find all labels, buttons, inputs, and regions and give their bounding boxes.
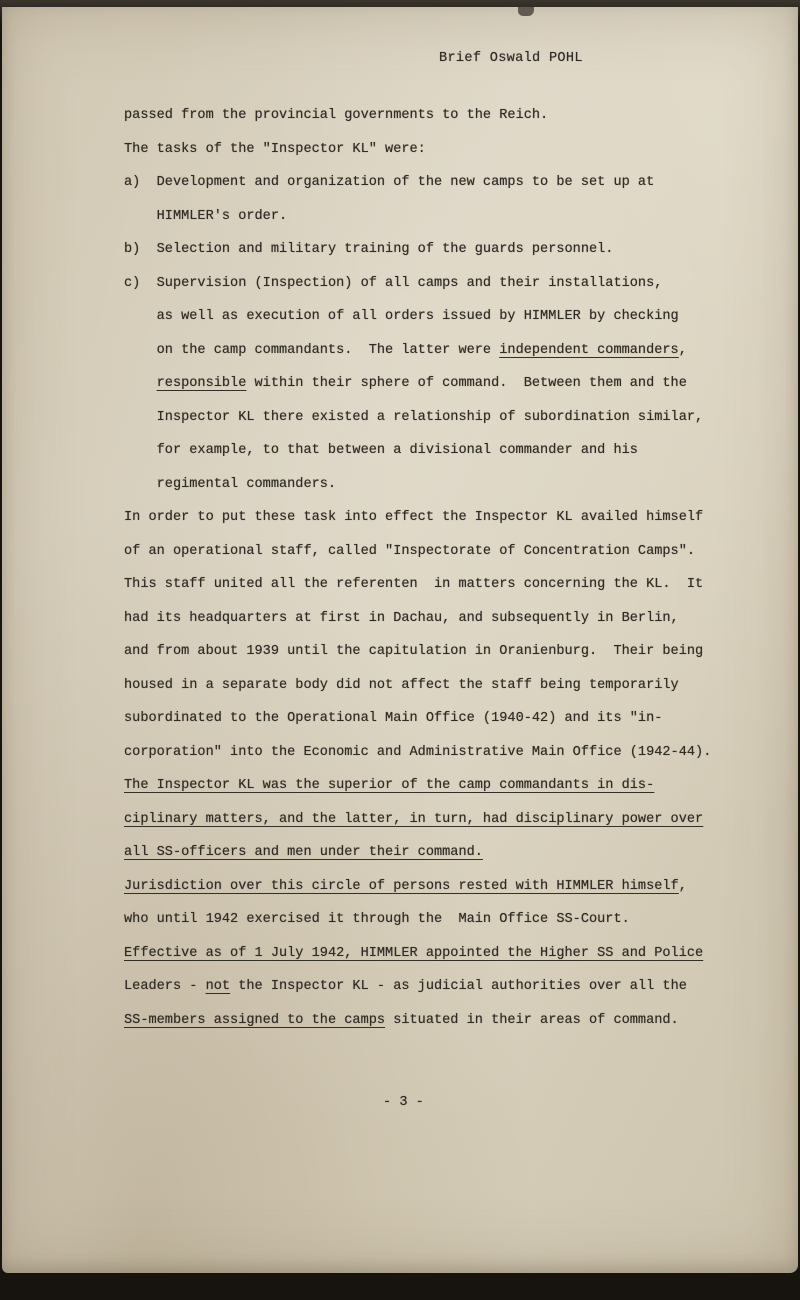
text-line [124, 334, 744, 368]
text-line [124, 434, 744, 468]
text-run: , [678, 342, 687, 358]
text-run: housed in a separate body did not affect the staff being temporarily [124, 677, 679, 693]
page-number: - 3 - [383, 1095, 424, 1110]
text-line [124, 401, 744, 435]
text-run: regimental commanders. [156, 476, 337, 492]
underlined-text: responsible [156, 376, 247, 391]
underlined-text: SS-members assigned to the camps [124, 1012, 386, 1028]
text-line [124, 669, 744, 703]
underlined-text: Effective as of 1 July 1942, HIMMLER appointed the Higher SS and Police [124, 945, 704, 961]
text-line [124, 635, 744, 669]
text-line [124, 468, 744, 502]
text-run: c) Supervision (Inspection) of all camps and their installations, [124, 275, 663, 291]
text-run: This staff united all the referenten in matters concerning the KL. It [124, 577, 704, 592]
text-run: b) Selection and military training of the guards personnel. [124, 242, 614, 257]
text-run: on the camp commandants. The latter were [156, 342, 500, 358]
text-line [124, 535, 744, 569]
text-line [124, 903, 744, 937]
text-line [124, 501, 744, 535]
text-run: situated in their areas of command. [385, 1012, 679, 1028]
text-line [124, 836, 744, 870]
text-run: passed from the provincial governments to the Reich. [124, 108, 549, 123]
text-line [124, 602, 744, 636]
underlined-text: ciplinary matters, and the latter, in turn, had disciplinary power over [124, 811, 704, 827]
text-line [124, 803, 744, 837]
underlined-text: The Inspector KL was the superior of the camp commandants in dis- [124, 778, 655, 793]
text-line [124, 736, 744, 770]
text-line [124, 166, 744, 200]
underlined-text: all SS-officers and men under their command. [124, 845, 483, 860]
text-run: Inspector KL there existed a relationship of subordination similar, [156, 409, 704, 425]
text-line [124, 267, 744, 301]
text-run: and from about 1939 until the capitulation in Oranienburg. Their being [124, 644, 704, 659]
text-line [124, 870, 744, 904]
text-run: subordinated to the Operational Main Office (1940-42) and its "in- [124, 711, 663, 726]
text-line [124, 133, 744, 167]
text-line [124, 99, 744, 133]
text-line [124, 702, 744, 736]
text-line [124, 1004, 744, 1038]
text-line [124, 367, 744, 401]
underlined-text: independent commanders [499, 342, 679, 358]
text-run: Leaders - [124, 979, 206, 994]
document-content [2, 7, 798, 1273]
text-line [124, 970, 744, 1004]
text-line [124, 937, 744, 971]
text-line [124, 769, 744, 803]
text-line [124, 200, 744, 234]
text-line [124, 233, 744, 267]
text-line [124, 568, 744, 602]
text-run: as well as execution of all orders issued by HIMMLER by checking [156, 309, 679, 324]
underlined-text: not [205, 979, 231, 994]
text-run: for example, to that between a divisional commander and his [156, 443, 638, 458]
document-title: Brief Oswald POHL [439, 51, 583, 66]
text-run: In order to put these task into effect the Inspector KL availed himself [124, 510, 704, 525]
paper-sheet [2, 7, 798, 1273]
text-run: the Inspector KL - as judicial authorities over all the [230, 979, 687, 994]
text-run: who until 1942 exercised it through the Main Office SS-Court. [124, 912, 630, 927]
text-line [124, 300, 744, 334]
text-run: The tasks of the "Inspector KL" were: [124, 141, 426, 157]
text-run: a) Development and organization of the new camps to be set up at [124, 175, 655, 190]
text-run: had its headquarters at first in Dachau, and subsequently in Berlin, [124, 610, 679, 626]
text-run: corporation" into the Economic and Administrative Main Office (1942-44). [124, 744, 712, 760]
underlined-text: Jurisdiction over this circle of persons rested with HIMMLER himself [124, 878, 679, 894]
text-run: , [678, 878, 687, 894]
text-run: within their sphere of command. Between them and the [246, 376, 687, 391]
text-run: HIMMLER's order. [156, 208, 288, 224]
text-run: of an operational staff, called "Inspectorate of Concentration Camps". [124, 543, 696, 559]
document-lines [124, 99, 744, 1037]
